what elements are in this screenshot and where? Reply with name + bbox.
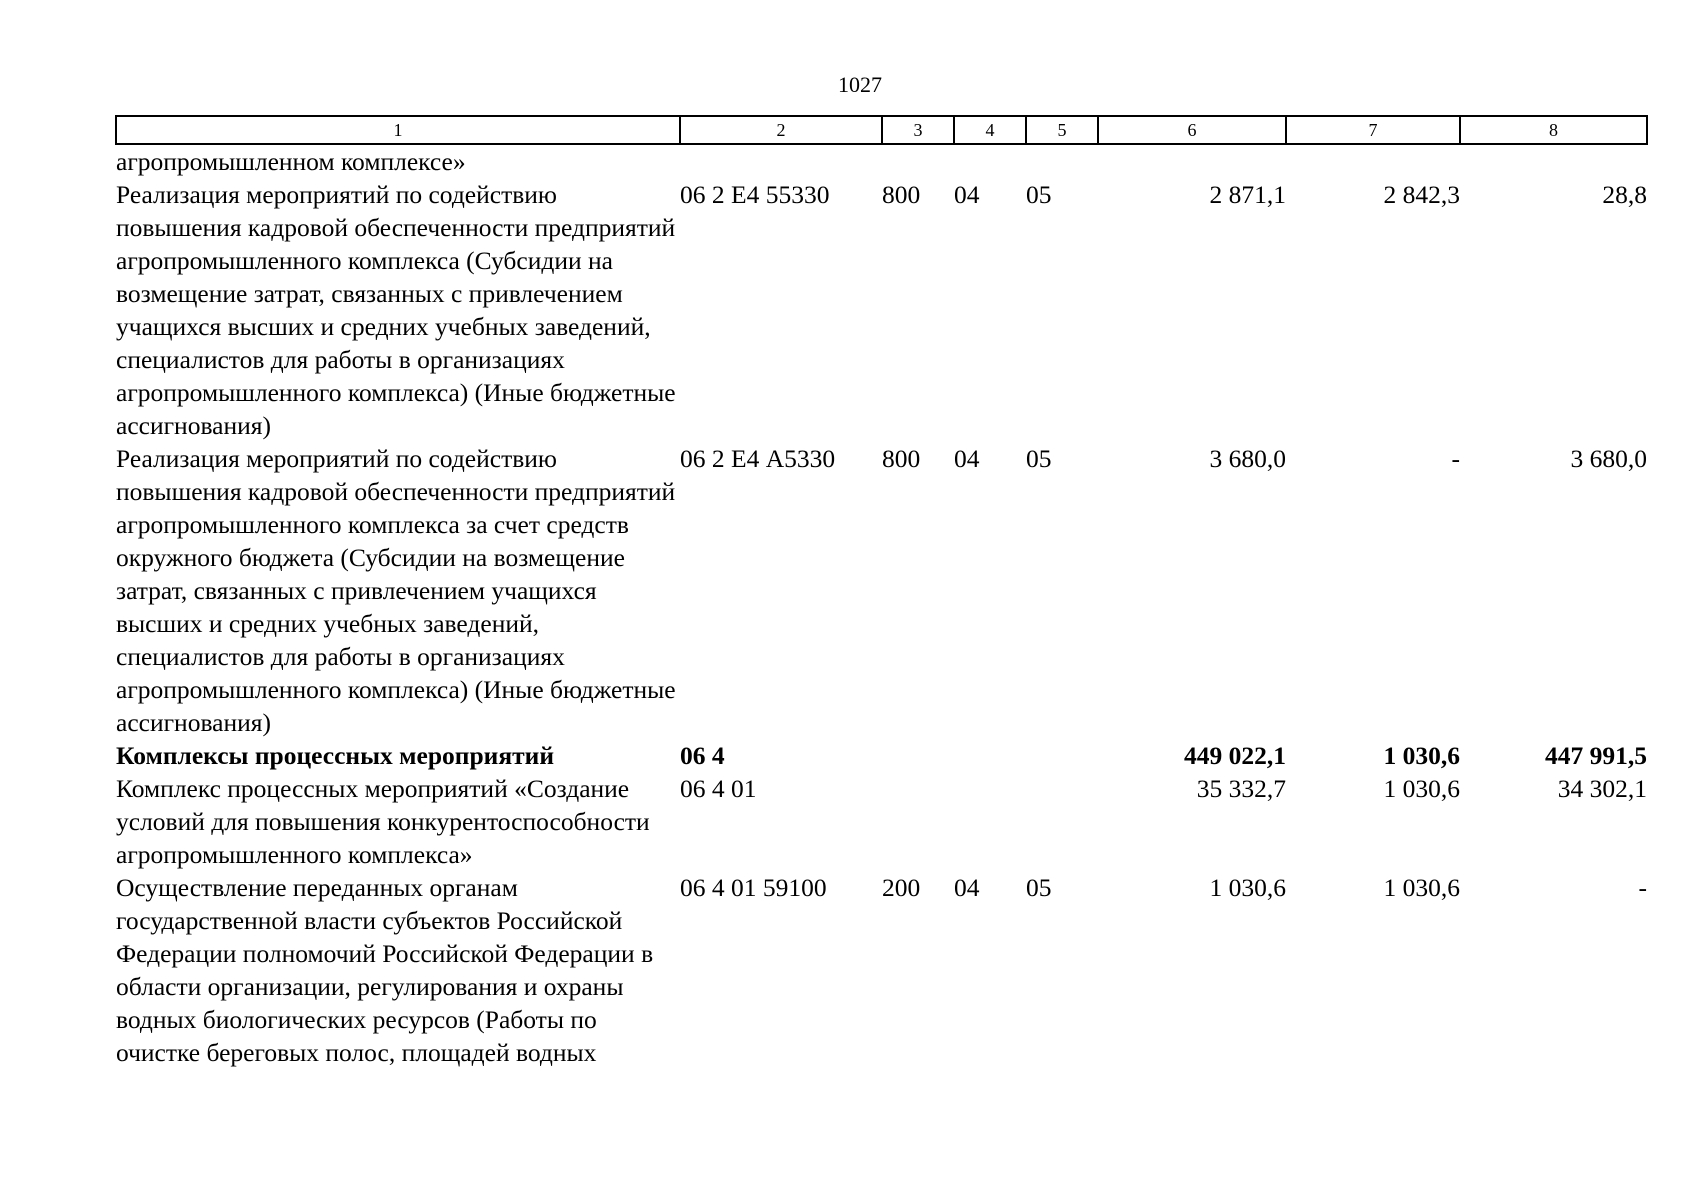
- row-rz: 04: [954, 873, 980, 902]
- row-vr: 200: [882, 873, 921, 902]
- row-amount-regional: 3 680,0: [1570, 444, 1647, 473]
- row-amount-regional: 28,8: [1602, 180, 1647, 209]
- row-amount-federal: [1286, 144, 1460, 178]
- budget-table: [115, 115, 1648, 1069]
- page-number: 1027: [838, 72, 882, 97]
- row-code: 06 2 Е4 55330: [680, 180, 830, 209]
- row-code: [680, 144, 882, 178]
- row-amount-federal: -: [1451, 444, 1460, 473]
- row-vr: [882, 144, 954, 178]
- row-amount-total: 35 332,7: [1196, 774, 1286, 803]
- row-amount-total: 1 030,6: [1209, 873, 1286, 902]
- table-row: [116, 144, 1647, 178]
- row-amount-regional: [1460, 144, 1647, 178]
- row-name: Комплексы процессных мероприятий: [116, 741, 555, 770]
- row-amount-total: 3 680,0: [1209, 444, 1286, 473]
- table-row: [116, 178, 1647, 442]
- row-code: 06 4 01: [680, 774, 757, 803]
- row-rz: [954, 772, 1026, 871]
- row-code: 06 4 01 59100: [680, 873, 827, 902]
- row-amount-total: 2 871,1: [1209, 180, 1286, 209]
- header-col-4: 4: [954, 116, 1026, 144]
- row-vr: 800: [882, 180, 921, 209]
- header-col-2: 2: [680, 116, 882, 144]
- header-col-5: 5: [1026, 116, 1098, 144]
- header-col-6: 6: [1098, 116, 1286, 144]
- row-vr: [882, 772, 954, 871]
- row-name: Осуществление переданных органам государственной власти субъектов Российской Федерации полномочий Российской Федерации в области организации, регулирования и охраны водных биологических ресурсов (Работы по очистке береговых полос, площадей водных: [116, 873, 654, 1067]
- row-pr: [1026, 144, 1098, 178]
- row-amount-total: [1098, 144, 1286, 178]
- row-vr: 800: [882, 444, 921, 473]
- row-rz: 04: [954, 180, 980, 209]
- row-amount-federal: 1 030,6: [1383, 774, 1460, 803]
- row-rz: [954, 144, 1026, 178]
- header-col-1: 1: [116, 116, 680, 144]
- header-col-7: 7: [1286, 116, 1460, 144]
- row-code: 06 2 Е4 А5330: [680, 444, 836, 473]
- table-row-section: [116, 739, 1647, 772]
- row-pr: [1026, 772, 1098, 871]
- table-row: [116, 772, 1647, 871]
- row-rz: [954, 739, 1026, 772]
- row-name: Реализация мероприятий по содействию повышения кадровой обеспеченности предприятий агропромышленного комплекса за счет средств окружного бюджета (Субсидии на возмещение затрат, связанных с привлечением учащихся высших и средних учебных заведений, специалистов для работы в организациях агропромышленного комплекса) (Иные бюджетные ассигнования): [116, 444, 676, 737]
- row-rz: 04: [954, 444, 980, 473]
- table-row: [116, 871, 1647, 1069]
- row-amount-total: 449 022,1: [1184, 741, 1286, 770]
- row-pr: [1026, 739, 1098, 772]
- row-amount-regional: -: [1638, 873, 1647, 902]
- row-amount-regional: 34 302,1: [1557, 774, 1647, 803]
- row-amount-federal: 1 030,6: [1383, 873, 1460, 902]
- row-pr: 05: [1026, 180, 1052, 209]
- row-pr: 05: [1026, 873, 1052, 902]
- header-col-3: 3: [882, 116, 954, 144]
- header-col-8: 8: [1460, 116, 1647, 144]
- row-name: агропромышленном комплексе»: [116, 147, 466, 176]
- row-pr: 05: [1026, 444, 1052, 473]
- header-row: [116, 116, 1647, 144]
- row-amount-federal: 2 842,3: [1383, 180, 1460, 209]
- row-name: Комплекс процессных мероприятий «Создание условий для повышения конкурентоспособности агропромышленного комплекса»: [116, 774, 650, 869]
- table-row: [116, 442, 1647, 739]
- table-body: [116, 144, 1647, 1069]
- row-name: Реализация мероприятий по содействию повышения кадровой обеспеченности предприятий агропромышленного комплекса (Субсидии на возмещение затрат, связанных с привлечением учащихся высших и средних учебных заведений, специалистов для работы в организациях агропромышленного комплекса) (Иные бюджетные ассигнования): [116, 180, 676, 440]
- row-code: 06 4: [680, 741, 725, 770]
- row-vr: [882, 739, 954, 772]
- table-header: [116, 116, 1647, 144]
- row-amount-federal: 1 030,6: [1383, 741, 1460, 770]
- row-amount-regional: 447 991,5: [1545, 741, 1647, 770]
